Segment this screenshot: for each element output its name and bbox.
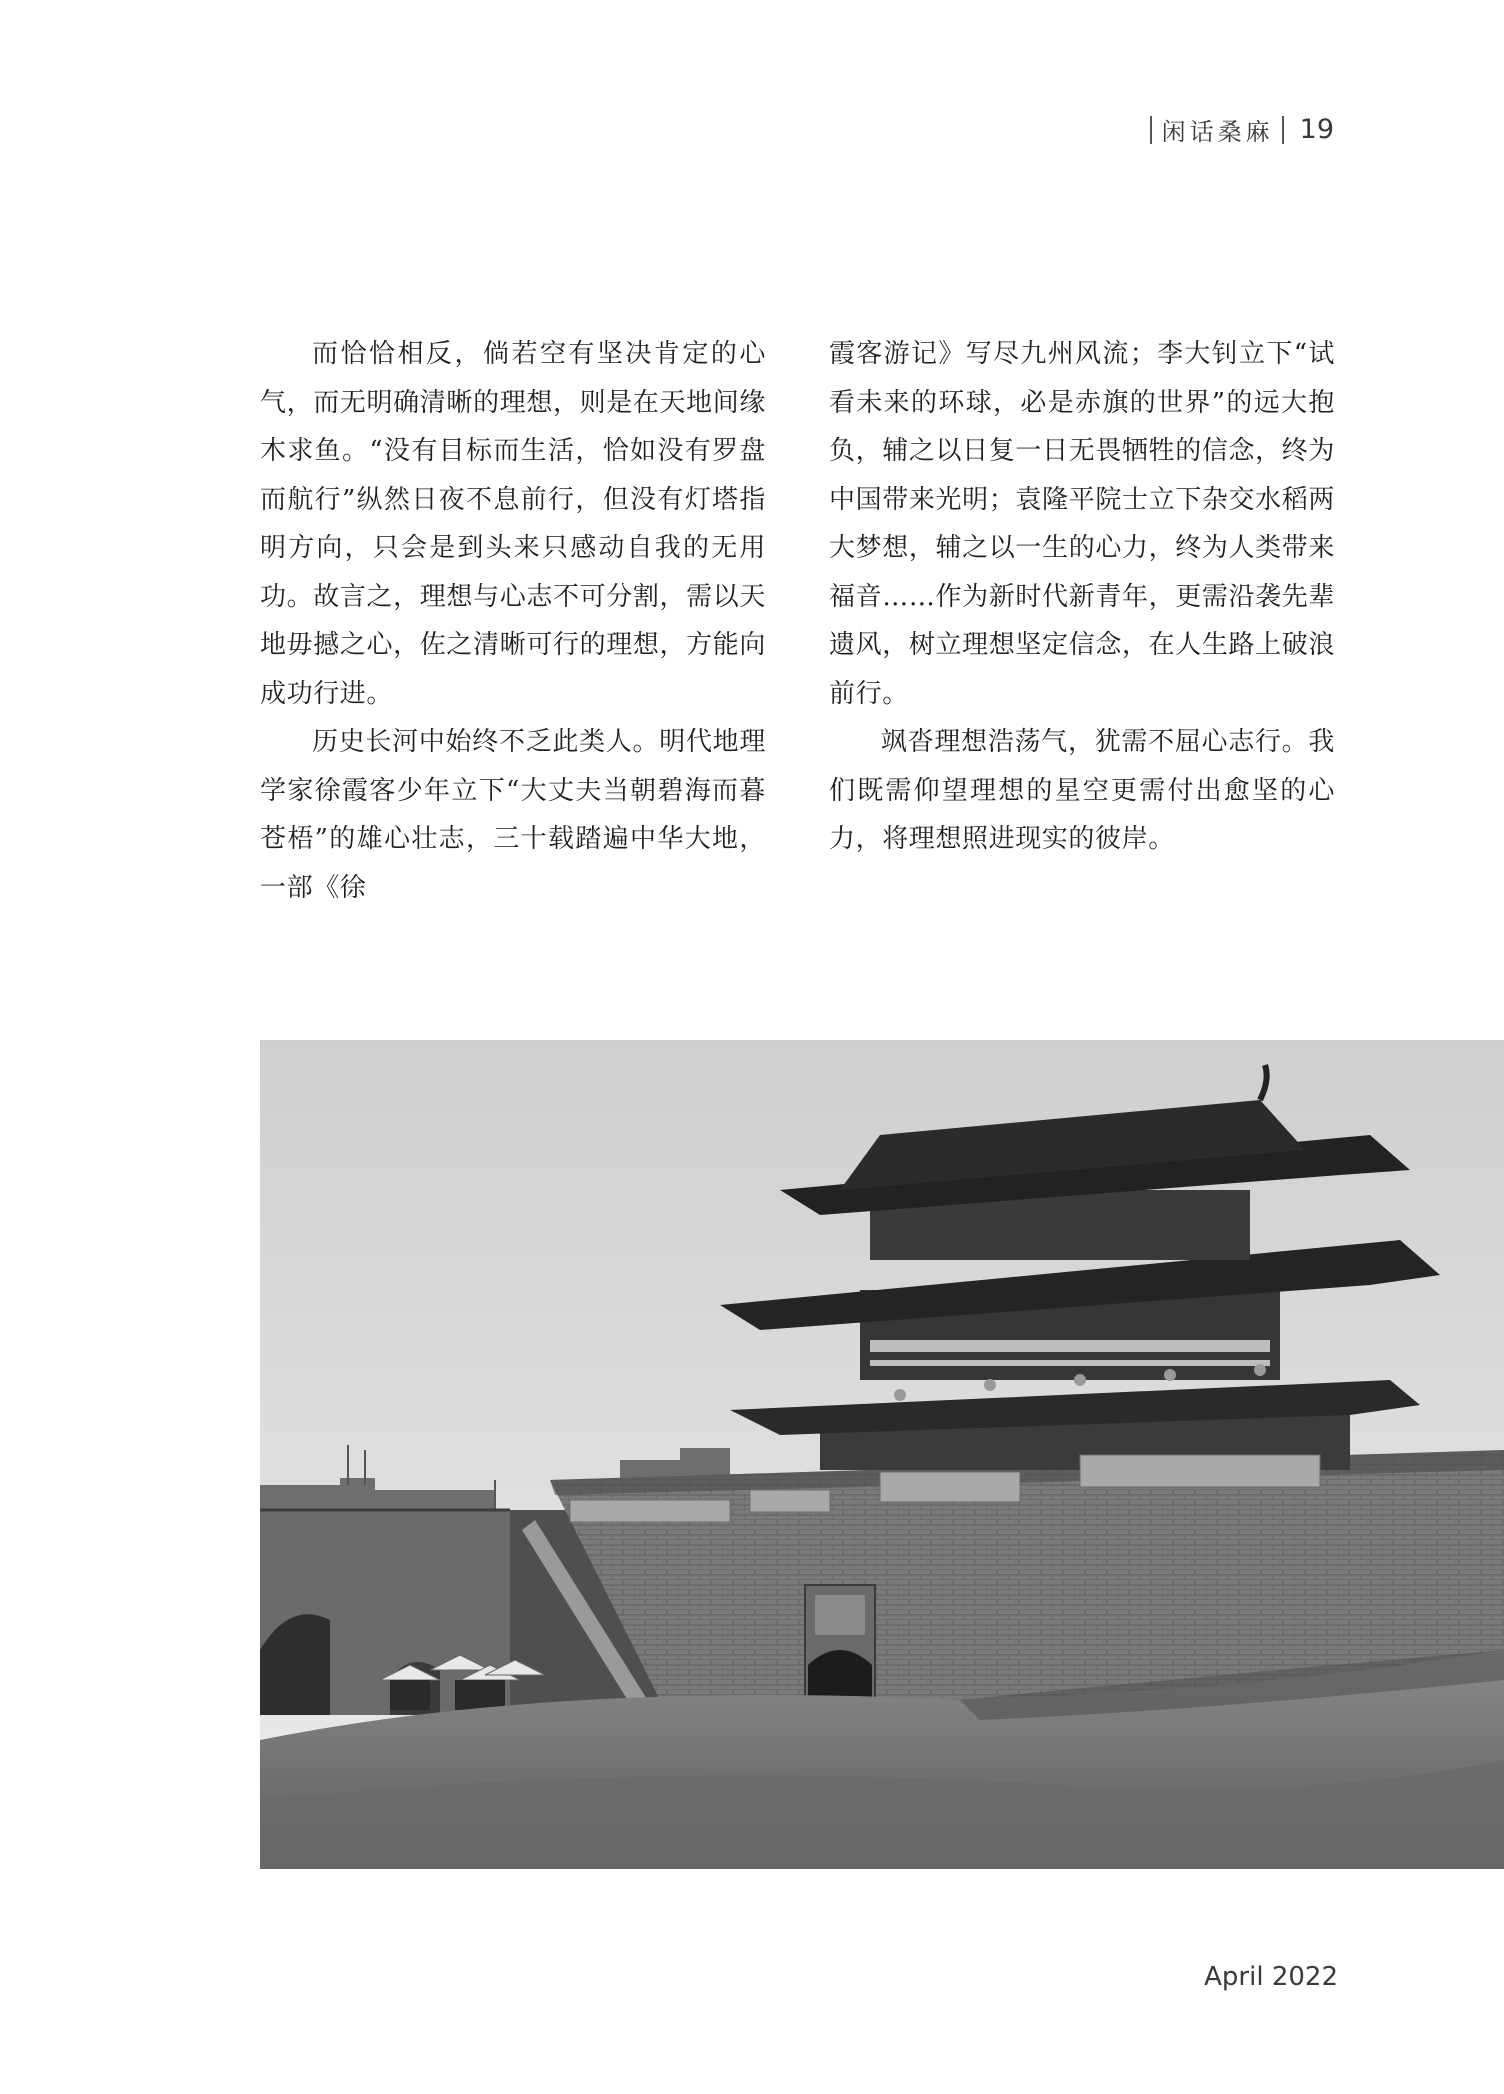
- paragraph-continued: 霞客游记》写尽九州风流；李大钊立下“试看未来的环球，必是赤旗的世界”的远大抱负，辅之以日复一日无畏牺牲的信念，终为中国带来光明；袁隆平院士立下杂交水稻两大梦想，辅之以一生的心力，终为人类带来福音……作为新时代新青年，更需沿袭先辈遗风，树立理想坚定信念，在人生路上破浪前行。: [829, 339, 1335, 709]
- left-column: [260, 330, 766, 912]
- paragraph: 历史长河中始终不乏此类人。明代地理学家徐霞客少年立下“大丈夫当朝碧海而暮苍梧”的雄心壮志，三十载踏遍中华大地，一部《徐: [260, 727, 766, 903]
- running-header: [1150, 112, 1334, 147]
- header-divider-right: [1282, 116, 1284, 144]
- right-column: [829, 330, 1335, 864]
- paragraph: 飒沓理想浩荡气，犹需不屈心志行。我们既需仰望理想的星空更需付出愈坚的心力，将理想照进现实的彼岸。: [829, 727, 1335, 854]
- city-wall-photo: [260, 1040, 1504, 1869]
- issue-date: April 2022: [1204, 1962, 1338, 1992]
- paragraph: 而恰恰相反，倘若空有坚决肯定的心气，而无明确清晰的理想，则是在天地间缘木求鱼。“没有目标而生活，恰如没有罗盘而航行”纵然日夜不息前行，但没有灯塔指明方向，只会是到头来只感动自我的无用功。故言之，理想与心志不可分割，需以天地毋撼之心，佐之清晰可行的理想，方能向成功行进。: [260, 339, 766, 709]
- page-number: 19: [1299, 114, 1334, 145]
- section-title: 闲话桑麻: [1161, 118, 1274, 146]
